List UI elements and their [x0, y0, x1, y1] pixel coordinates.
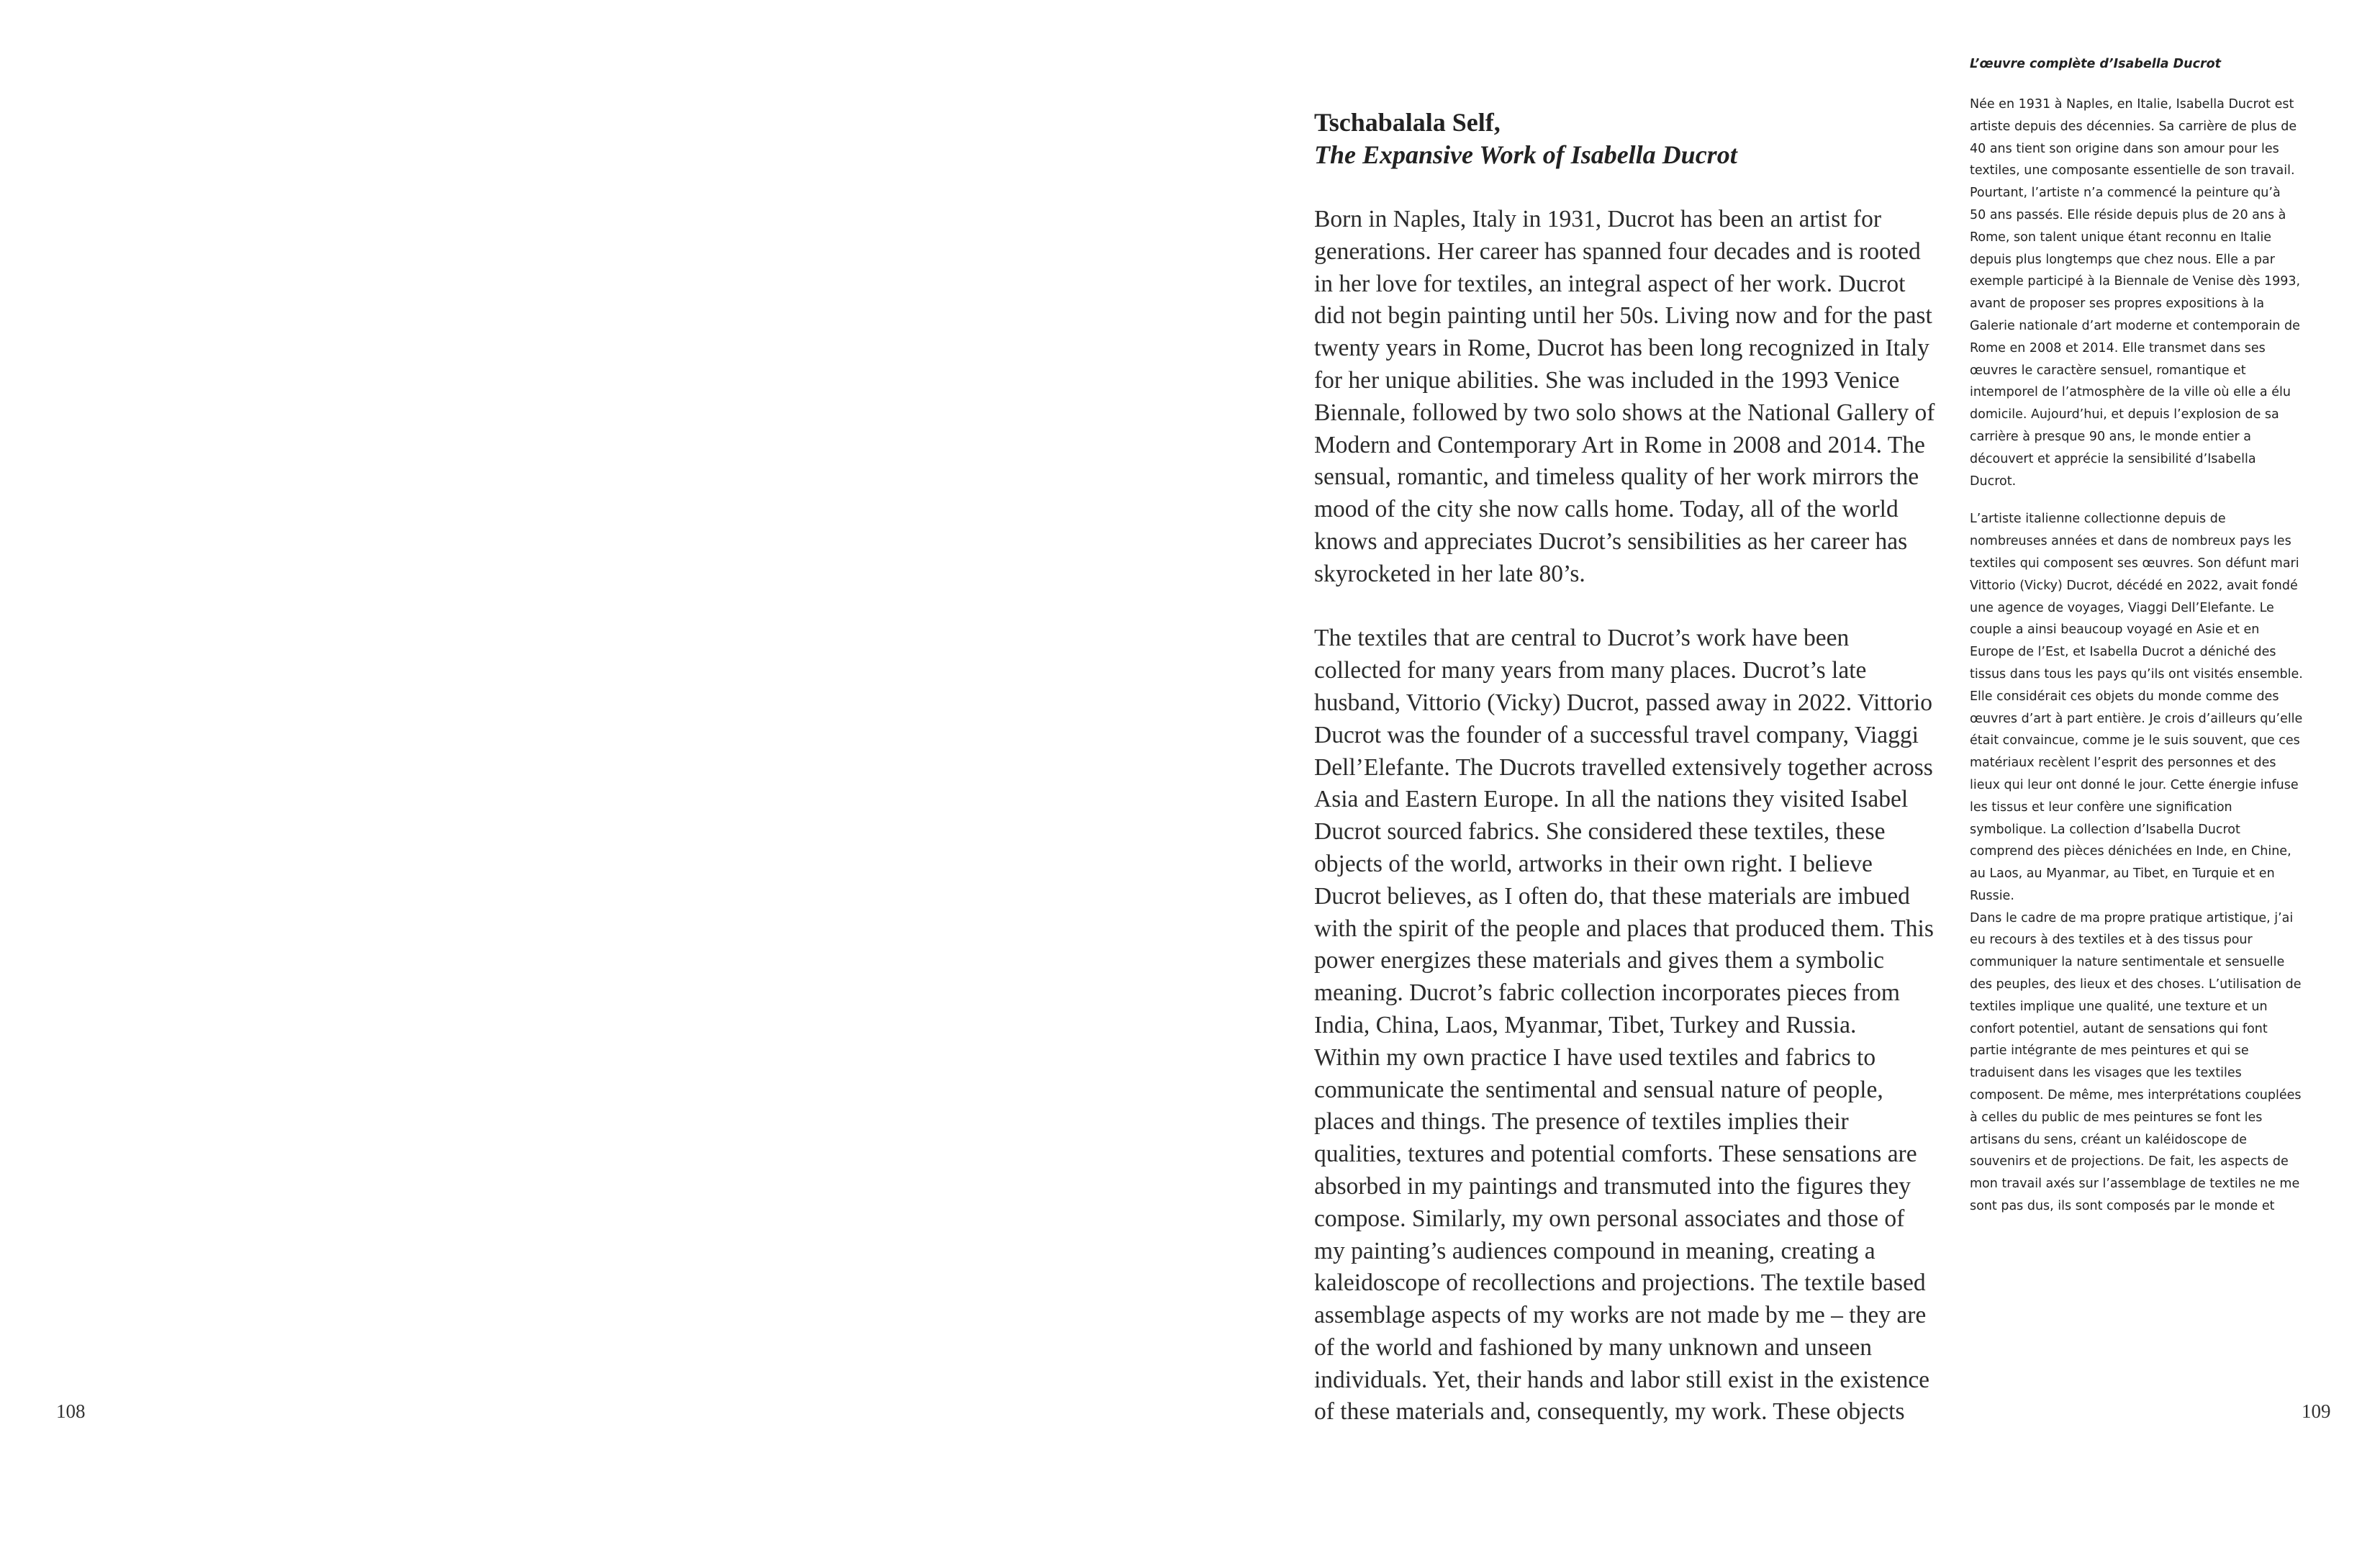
essay-heading: [1314, 107, 1940, 171]
page-number-right: 109: [2302, 1400, 2331, 1422]
essay-paragraph-1: Born in Naples, Italy in 1931, Ducrot has been an artist for generations. Her career has spanned four decades and is rooted in her love for textiles, an integral aspect of her work. Ducrot did not begin painting until her 50s. Living now and for the past twenty years in Rome, Ducrot has been long recognized in Italy for her unique abilities. She was included in the 1993 Venice Biennale, followed by two solo shows at the National Gallery of Modern and Contemporary Art in Rome in 2008 and 2014. The sensual, romantic, and timeless quality of her work mirrors the mood of the city she now calls home. Today, all of the world knows and appreciates Ducrot’s sensibilities as her career has skyrocketed in her late 80’s.: [1314, 206, 1935, 587]
paragraph-spacer: [1970, 492, 2326, 508]
translation-title: L’œuvre complète d’Isabella Ducrot: [1970, 57, 2221, 71]
essay-title: The Expansive Work of Isabella Ducrot: [1314, 140, 1737, 169]
essay-paragraph-2: The textiles that are central to Ducrot’s work have been collected for many years from many places. Ducrot’s late husband, Vittorio (Vicky) Ducrot, passed away in 2022. Vittorio Ducrot was the founder of a successful travel company, Viaggi Dell’Elefante. The Ducrots travelled extensively together across Asia and Eastern Europe. In all the nations they visited Isabel Ducrot sourced fabrics. She considered these textiles, these objects of the world, artworks in their own right. I believe Ducrot believes, as I often do, that these materials are imbued with the spirit of the people and places that produced them. This power energizes these materials and gives them a symbolic meaning. Ducrot’s fabric collection incorporates pieces from India, China, Laos, Myanmar, Tibet, Turkey and Russia.: [1314, 625, 1934, 1038]
essay-paragraph-3: Within my own practice I have used textiles and fabrics to communicate the sentimental and sensual nature of people, places and things. The presence of textiles implies their qualities, textures and potential comforts. These sensations are absorbed in my paintings and transmuted into the figures they compose. Similarly, my own personal associates and those of my painting’s audiences compound in meaning, creating a kaleidoscope of recollections and projections. The textile based assemblage aspects of my works are not made by me – they are of the world and fashioned by many unknown and unseen individuals. Yet, their hands and labor still exist in the existence of these materials and, consequently, my work. These objects: [1314, 1043, 1930, 1426]
essay-author: Tschabalala Self,: [1314, 108, 1501, 137]
english-essay: [1314, 107, 1940, 1428]
french-translation: [1970, 55, 2326, 1218]
paragraph-spacer: [1314, 591, 1940, 623]
translation-paragraph-1: Née en 1931 à Naples, en Italie, Isabella Ducrot est artiste depuis des décennies. Sa carrière de plus de 40 ans tient son origine dans son amour pour les textiles, une composante essentielle de son travail. Pourtant, l’artiste n’a commencé la peinture qu’à 50 ans passés. Elle réside depuis plus de 20 ans à Rome, son talent unique étant reconnu en Italie depuis plus longtemps que chez nous. Elle a par exemple participé à la Biennale de Venise dès 1993, avant de proposer ses propres expositions à la Galerie nationale d’art moderne et contemporain de Rome en 2008 et 2014. Elle transmet dans ses œuvres le caractère sensuel, romantique et intemporel de l’atmosphère de la ville où elle a élu domicile. Aujourd’hui, et depuis l’explosion de sa carrière à presque 90 ans, le monde entier a découvert et apprécie la sensibilité d’Isabella Ducrot.: [1970, 97, 2301, 489]
translation-paragraph-2: L’artiste italienne collectionne depuis de nombreuses années et dans de nombreux pays les textiles qui composent ses œuvres. Son défunt mari Vittorio (Vicky) Ducrot, décédé en 2022, avait fondé une agence de voyages, Viaggi Dell’Elefante. Le couple a ainsi beaucoup voyagé en Asie et en Europe de l’Est, et Isabella Ducrot a déniché des tissus dans tous les pays qu’ils ont visités ensemble. Elle considérait ces objets du monde comme des œuvres d’art à part entière. Je crois d’ailleurs qu’elle était convaincue, comme je le suis souvent, que ces matériaux recèlent l’esprit des personnes et des lieux qui leur ont donné le jour. Cette énergie infuse les tissus et leur confère une signification symbolique. La collection d’Isabella Ducrot comprend des pièces dénichées en Inde, en Chine, au Laos, au Myanmar, au Tibet, en Turquie et en Russie.: [1970, 512, 2303, 903]
translation-paragraph-3: Dans le cadre de ma propre pratique artistique, j’ai eu recours à des textiles et à des tissus pour communiquer la nature sentimentale et sensuelle des peuples, des lieux et des choses. L’utilisation de textiles implique une qualité, une texture et un confort potentiel, autant de sensations qui font partie intégrante de mes peintures et qui se traduisent dans les visages que les textiles composent. De même, mes interprétations couplées à celles du public de mes peintures se font les artisans du sens, créant un kaléidoscope de souvenirs et de projections. De fait, les aspects de mon travail axés sur l’assemblage de textiles ne me sont pas dus, ils sont composés par le monde et: [1970, 910, 2302, 1214]
page-number-left: 108: [56, 1400, 86, 1422]
